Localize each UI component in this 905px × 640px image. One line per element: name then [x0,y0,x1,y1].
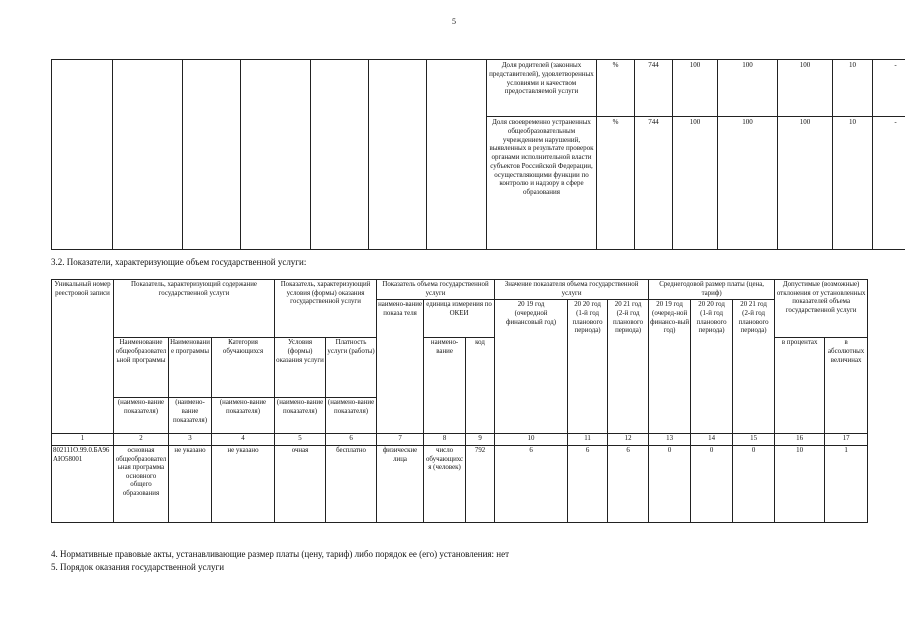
header-program-name: Наименование общеобразовательной программы [114,338,169,398]
header-unit: единица измерения по ОКЕИ [424,300,495,338]
unit-cell: % [597,117,635,250]
unit-code: 792 [466,445,495,522]
column-number: 16 [775,434,825,446]
subheader: (наимено-вание показателя) [212,398,275,434]
header-category: Категория обучающихся [212,338,275,398]
deviation-abs: 1 [825,445,868,522]
subheader: (наимено-вание показателя) [275,398,326,434]
value-year-2: 6 [568,445,608,522]
column-number: 9 [466,434,495,446]
column-number: 4 [212,434,275,446]
header-payment: Платность услуги (работы) [326,338,377,398]
value-cell: 100 [718,60,778,117]
column-number: 8 [424,434,466,446]
header-fee: Среднегодовой размер платы (цена, тариф) [649,280,775,300]
program: не указано [169,445,212,522]
column-number: 6 [326,434,377,446]
header-unit-name: наимено-вание [424,338,466,434]
header-deviation-pct: в процентах [775,338,825,434]
header-year-2: 20 20 год (1-й год планового периода) [568,300,608,434]
value-year-1: 6 [495,445,568,522]
column-number: 17 [825,434,868,446]
column-numbers-row [52,434,868,446]
volume-name: физические лица [377,445,424,522]
column-number: 11 [568,434,608,446]
deviation-abs: - [873,60,905,117]
fee-year-3: 0 [733,445,775,522]
header-volume: Показатель объема государственной услуги [377,280,495,300]
deviation-pct: 10 [833,117,873,250]
section-title: 3.2. Показатели, характеризующие объем государственной услуги: [51,257,307,267]
header-content: Показатель, характеризующий содержание государственной услуги [114,280,275,338]
unit-cell: % [597,60,635,117]
footer-line-5: 5. Порядок оказания государственной услуги [51,562,225,572]
value-cell: 100 [673,60,718,117]
page-number: 5 [452,17,456,26]
header-deviation: Допустимые (возможные) отклонения от установленных показателей объема государственной услуги [775,280,868,338]
volume-table [51,279,868,523]
deviation-pct: 10 [775,445,825,522]
subheader: (наимено-вание показателя) [114,398,169,434]
column-number: 10 [495,434,568,446]
payment: бесплатно [326,445,377,522]
fee-year-1: 0 [649,445,691,522]
deviation-pct: 10 [833,60,873,117]
quality-table-continuation [51,59,905,250]
registry-id: 802111О.99.0.БА96АЮ58001 [52,445,114,522]
header-deviation-abs: в абсолютных величинах [825,338,868,434]
value-cell: 100 [778,117,833,250]
column-number: 13 [649,434,691,446]
header-conditions: Показатель, характеризующий условия (формы) оказания государственной услуги [275,280,377,338]
column-number: 14 [691,434,733,446]
table-row [52,60,905,117]
column-number: 12 [608,434,649,446]
header-fee-year-2: 20 20 год (1-й год планового периода) [691,300,733,434]
header-year-1: 20 19 год (очередной финансовый год) [495,300,568,434]
header-unique-number: Уникальный номер реестровой записи [52,280,114,434]
header-year-3: 20 21 год (2-й год планового периода) [608,300,649,434]
header-form: Условия (формы) оказания услуги [275,338,326,398]
value-year-3: 6 [608,445,649,522]
deviation-abs: - [873,117,905,250]
fee-year-2: 0 [691,445,733,522]
footer-line-4: 4. Нормативные правовые акты, устанавливающие размер платы (цену, тариф) либо порядок ее (его) установления: нет [51,549,510,559]
column-number: 3 [169,434,212,446]
unit-name: число обучающихся (человек) [424,445,466,522]
code-cell: 744 [635,117,673,250]
subheader: (наимено-вание показателя) [169,398,212,434]
header-fee-year-3: 20 21 год (2-й год планового периода) [733,300,775,434]
header-volume-name: наимено-вание показа теля [377,300,424,434]
column-number: 15 [733,434,775,446]
code-cell: 744 [635,60,673,117]
category: не указано [212,445,275,522]
value-cell: 100 [778,60,833,117]
value-cell: 100 [718,117,778,250]
subheader: (наимено-вание показателя) [326,398,377,434]
column-number: 1 [52,434,114,446]
program-name: основная общеобразовательная программа основного общего образования [114,445,169,522]
header-fee-year-1: 20 19 год (очеред-ной финансо-вый год) [649,300,691,434]
table-row [52,445,868,522]
value-cell: 100 [673,117,718,250]
indicator-name: Доля своевременно устраненных общеобразовательным учреждением нарушений, выявленных в результате проверок органами исполнительной власти субъектов Российской Федерации, осуществляющими функции по контролю и надзору в сфере образования [487,117,597,250]
header-program: Наименование программы [169,338,212,398]
header-unit-code: код [466,338,495,434]
column-number: 5 [275,434,326,446]
column-number: 2 [114,434,169,446]
header-value: Значение показателя объема государственной услуги [495,280,649,300]
indicator-name: Доля родителей (законных представителей), удовлетворенных условиями и качеством предоставляемой услуги [487,60,597,117]
form: очная [275,445,326,522]
column-number: 7 [377,434,424,446]
